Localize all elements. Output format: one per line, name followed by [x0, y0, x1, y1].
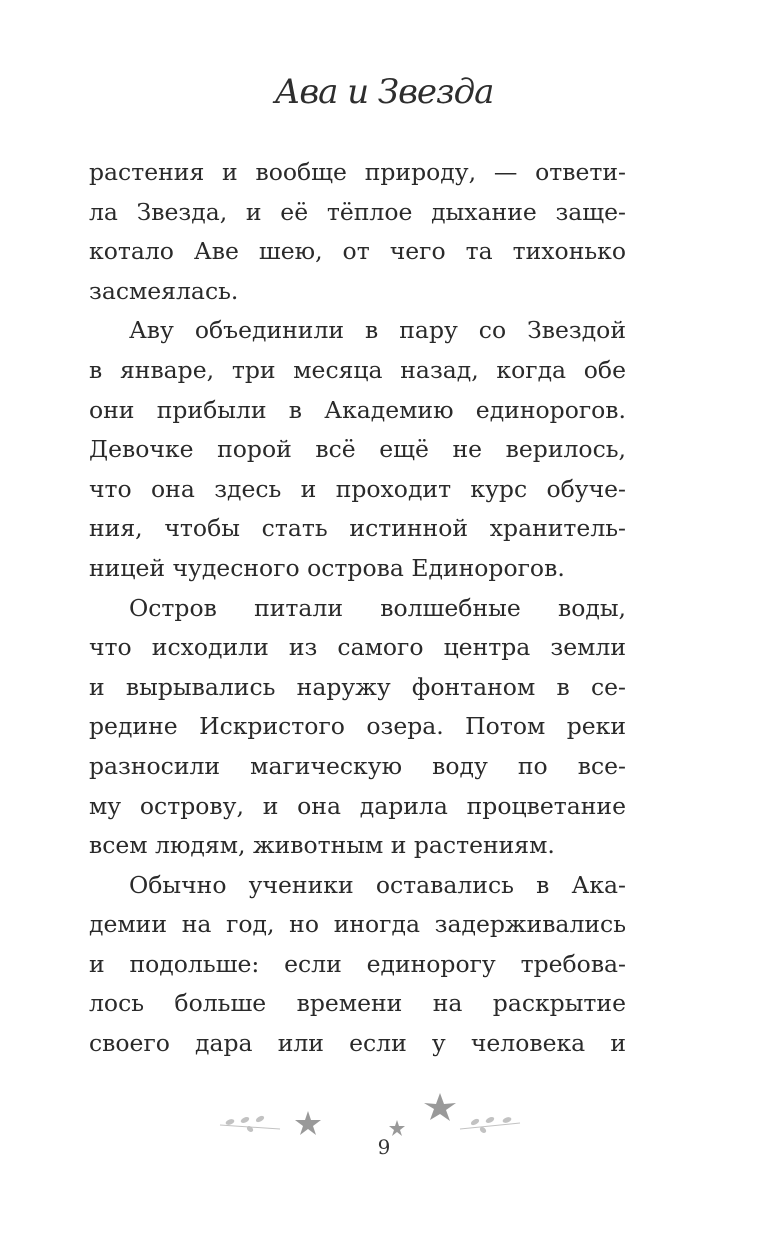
text-line: му острову, и она дарила процветание	[89, 791, 626, 820]
star-icon	[389, 1120, 405, 1136]
star-icon	[295, 1111, 321, 1135]
body-text	[89, 153, 626, 1064]
text-line: котало Аве шею, от чего та тихонько	[89, 237, 626, 266]
text-line: ла Звезда, и её тёплое дыхание защe-	[89, 197, 626, 226]
page-number: 9	[377, 1135, 391, 1159]
text-line: своего дара или если у человека и	[89, 1029, 626, 1058]
text-line: ния, чтобы стать истинной хранитель-	[89, 514, 626, 543]
text-line: Аву объединили в пару со Звездой	[129, 316, 626, 345]
text-line: Обычно ученики оставались в Ака-	[129, 870, 626, 899]
text-line: что она здесь и проходит курс обуче-	[89, 474, 626, 503]
text-line: редине Искристого озера. Потом реки	[89, 712, 626, 741]
leaf-sprig-icon	[220, 1115, 280, 1132]
text-line: всем людям, животным и растениям.	[89, 831, 555, 860]
text-line: демии на год, но иногда задерживались	[89, 910, 626, 939]
text-line: и вырывались наружу фонтаном в се-	[89, 672, 626, 701]
text-line: что исходили из самого центра земли	[89, 633, 626, 662]
text-line: ницей чудесного острова Единорогов.	[89, 553, 565, 582]
text-line: засмеялась.	[89, 276, 239, 305]
text-line: Девочке порой всё ещё не верилось,	[89, 435, 626, 464]
text-line: в январе, три месяца назад, когда обе	[89, 355, 626, 384]
star-icon	[424, 1093, 456, 1121]
text-line: и подольше: если единорогу требова-	[89, 949, 626, 978]
running-header: Ава и Звезда	[274, 72, 494, 112]
text-line: растения и вообще природу, — ответи-	[89, 158, 626, 186]
text-line: лось больше времени на раскрытие	[89, 989, 626, 1018]
text-line: разносили магическую воду по все-	[89, 751, 626, 780]
text-line: они прибыли в Академию единорогов.	[89, 395, 626, 424]
leaf-sprig-icon	[460, 1116, 520, 1133]
text-line: Остров питали волшебные воды,	[129, 593, 626, 622]
